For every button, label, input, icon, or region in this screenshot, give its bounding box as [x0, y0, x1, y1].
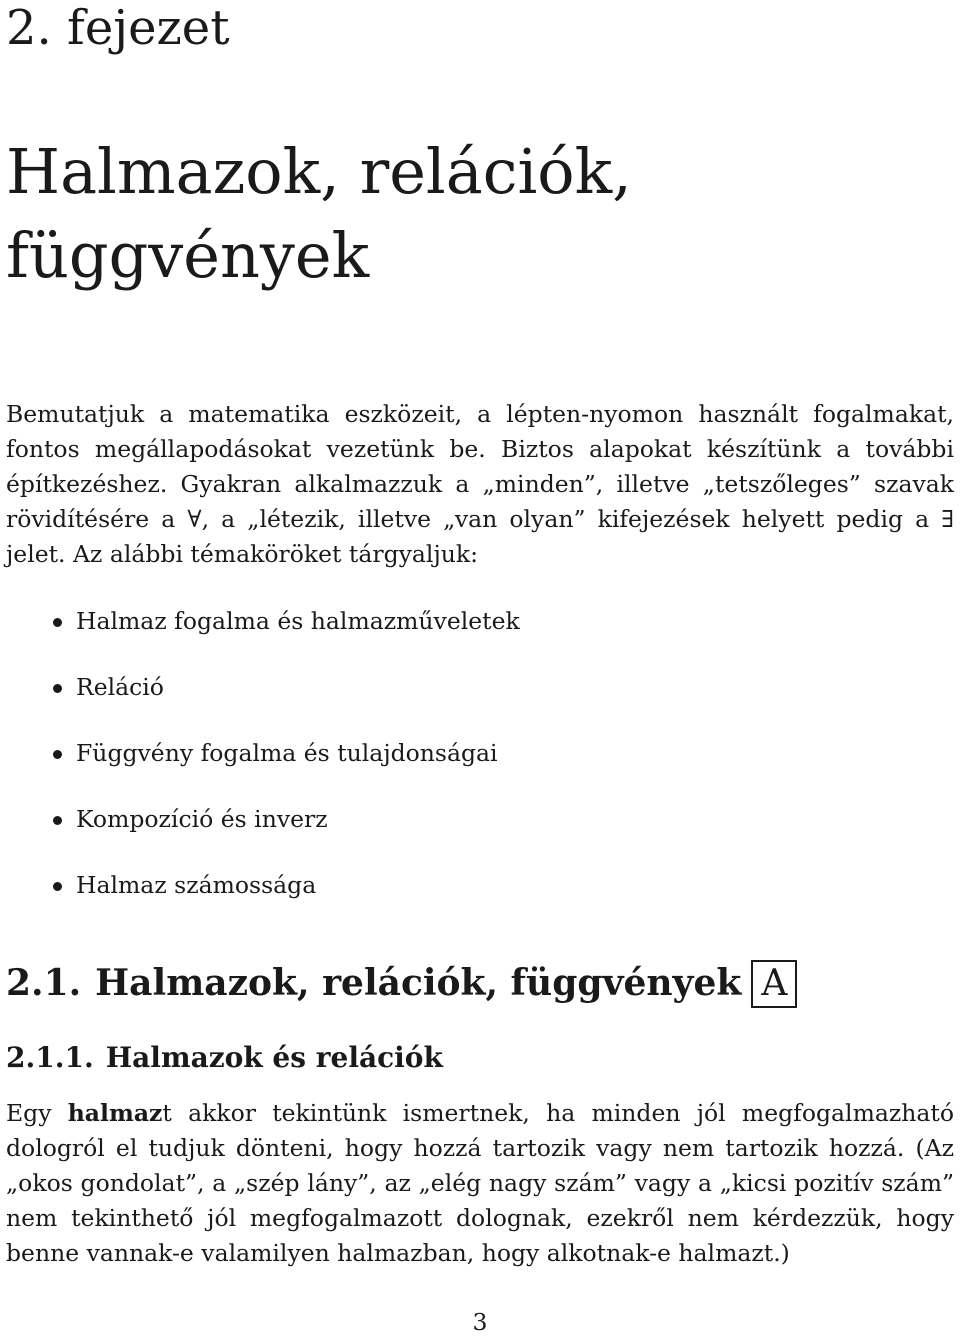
page-number: 3 — [472, 1308, 488, 1336]
section-title: Halmazok, relációk, függvények — [95, 962, 742, 1004]
list-item — [6, 802, 520, 868]
bullet-icon — [53, 618, 62, 627]
list-item — [6, 736, 520, 802]
level-badge: A — [751, 960, 797, 1008]
list-item — [6, 868, 520, 934]
topic-label: Reláció — [76, 673, 164, 701]
topic-list — [6, 604, 520, 934]
subsection-title: Halmazok és relációk — [105, 1041, 443, 1074]
bullet-icon — [53, 816, 62, 825]
chapter-title-line-2: függvények — [6, 219, 370, 292]
list-item — [6, 604, 520, 670]
intro-paragraph: Bemutatjuk a matematika eszközeit, a lépten-nyomon használt fogalmakat, fontos megállapodásokat vezetünk be. Biztos alapokat készítünk a további építkezéshez. Gyakran alkalmazzuk a „minden”, illetve „tetszőleges” szavak rövidítésére a ∀, a „létezik, illetve „van olyan” kifejezések helyett pedig a ∃ jelet. Az alábbi témaköröket tárgyaljuk: — [6, 400, 954, 568]
bullet-icon — [53, 684, 62, 693]
body-text-rest: t akkor tekintünk ismertnek, ha minden jól megfogalmazható dologról el tudjuk dönteni, hogy hozzá tartozik vagy nem tartozik hozzá. (Az „okos gondolat”, a „szép lány”, az „elég nagy szám” vagy a „kicsi pozitív szám” nem tekinthető jól megfogalmazott dolognak, ezekről nem kérdezzük, hogy benne vannak-e valamilyen halmazban, hogy alkotnak-e halmazt.) — [6, 1099, 954, 1267]
subsection-heading — [6, 1036, 443, 1080]
section-number: 2.1. — [6, 962, 82, 1004]
topic-label: Halmaz fogalma és halmazműveletek — [76, 607, 520, 635]
body-text-start: Egy — [6, 1099, 68, 1127]
body-paragraph — [6, 1096, 954, 1271]
bullet-icon — [53, 882, 62, 891]
bullet-icon — [53, 750, 62, 759]
chapter-label: 2. fejezet — [6, 0, 230, 56]
topic-label: Függvény fogalma és tulajdonságai — [76, 739, 498, 767]
topic-label: Halmaz számossága — [76, 871, 317, 899]
chapter-title — [6, 130, 632, 298]
section-heading — [6, 958, 797, 1008]
chapter-title-line-1: Halmazok, relációk, — [6, 135, 632, 208]
list-item — [6, 670, 520, 736]
defined-term: halmaz — [67, 1099, 163, 1127]
topic-label: Kompozíció és inverz — [76, 805, 328, 833]
subsection-number: 2.1.1. — [6, 1041, 94, 1074]
